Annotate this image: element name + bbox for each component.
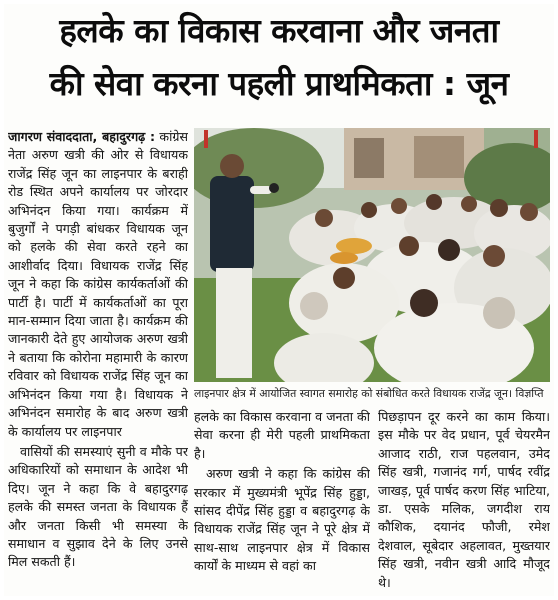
headline-line-1: हलके का विकास करवाना और जनता: [59, 11, 499, 50]
headline: [4, 4, 554, 110]
photo-illustration: [194, 128, 550, 382]
photo-caption: लाइनपार क्षेत्र में आयोजित स्वागत समारोह को संबोधित करते विधायक राजेंद्र जून। विज्ञप्ति: [194, 387, 544, 400]
article-column-left: [8, 128, 188, 596]
article-column-middle: [194, 408, 370, 596]
paragraph-text: कांग्रेस नेता अरुण खत्री की ओर से विधायक राजेंद्र सिंह जून का लाइनपार के बराही रोड स्थित अपने कार्यालय पर जोरदार अभिनंदन किया गया। कार्यक्रम में बुजुर्गों ने पगड़ी बांधकर विधायक जून को हलके की सेवा करते रहने का आशीर्वाद दिया। विधायक राजेंद्र सिंह जून ने कहा कि कांग्रेस कार्यकर्ताओं की पार्टी है। पार्टी में कार्यकर्ताओं का पूरा मान-सम्मान दिया जाता है। कार्यक्रम की जानकारी देते हुए आयोजक अरुण खत्री ने बताया कि कोरोना महामारी के कारण रविवार को विधायक राजेंद्र सिंह जून का अभिनंदन किया गया है। विधायक ने अभिनंदन समारोह के बाद अरुण खत्री के कार्यालय पर लाइनपार: [8, 129, 188, 439]
newspaper-clipping: [4, 4, 554, 596]
article-body: [4, 128, 554, 596]
article-paragraph: पिछड़ापन दूर करने का काम किया। इस मौके पर वेद प्रधान, पूर्व चेयरमैन आजाद राठी, राज पहलवान, उमेद सिंह खत्री, गजानंद गर्ग, पार्षद रवींद्र जाखड़, पूर्व पार्षद करण सिंह भाटिया, डा. एसके मलिक, जगदीश राय कौशिक, दयानंद फौजी, रमेश देशवाल, सूबेदार अहलावत, मुख्तयार सिंह खत्री, नवीन खत्री आदि मौजूद थे।: [378, 409, 550, 590]
article-paragraph: अरुण खत्री ने कहा कि कांग्रेस की सरकार में मुख्यमंत्री भूपेंद्र सिंह हुड्डा, सांसद दीपेंद्र सिंह हुड्डा व बहादुरगढ़ के विधायक राजेंद्र सिंह जून ने पूरे क्षेत्र में साथ-साथ लाइनपार क्षेत्र में विकास कार्यों के माध्यम से वहां का: [194, 466, 370, 574]
headline-line-2: की सेवा करना पहली प्राथमिकता : जून: [49, 64, 509, 103]
article-paragraph: [8, 128, 188, 441]
article-column-right: [378, 408, 550, 596]
article-paragraph: वासियों की समस्याएं सुनी व मौके पर अधिकारियों को समाधान के आदेश भी दिए। जून ने कहा कि वे बहादुरगढ़ हलके की समस्त जनता के विधायक हैं और जनता किसी भी समस्या के समाधान व सुझाव देने के लिए उनसे मिल सकती हैं।: [8, 443, 188, 570]
dateline: जागरण संवाददाता, बहादुरगढ़ :: [8, 129, 156, 144]
article-paragraph: हलके का विकास करवाना व जनता की सेवा करना ही मेरी पहली प्राथमिकता है।: [194, 409, 370, 461]
event-photo: [194, 128, 550, 382]
